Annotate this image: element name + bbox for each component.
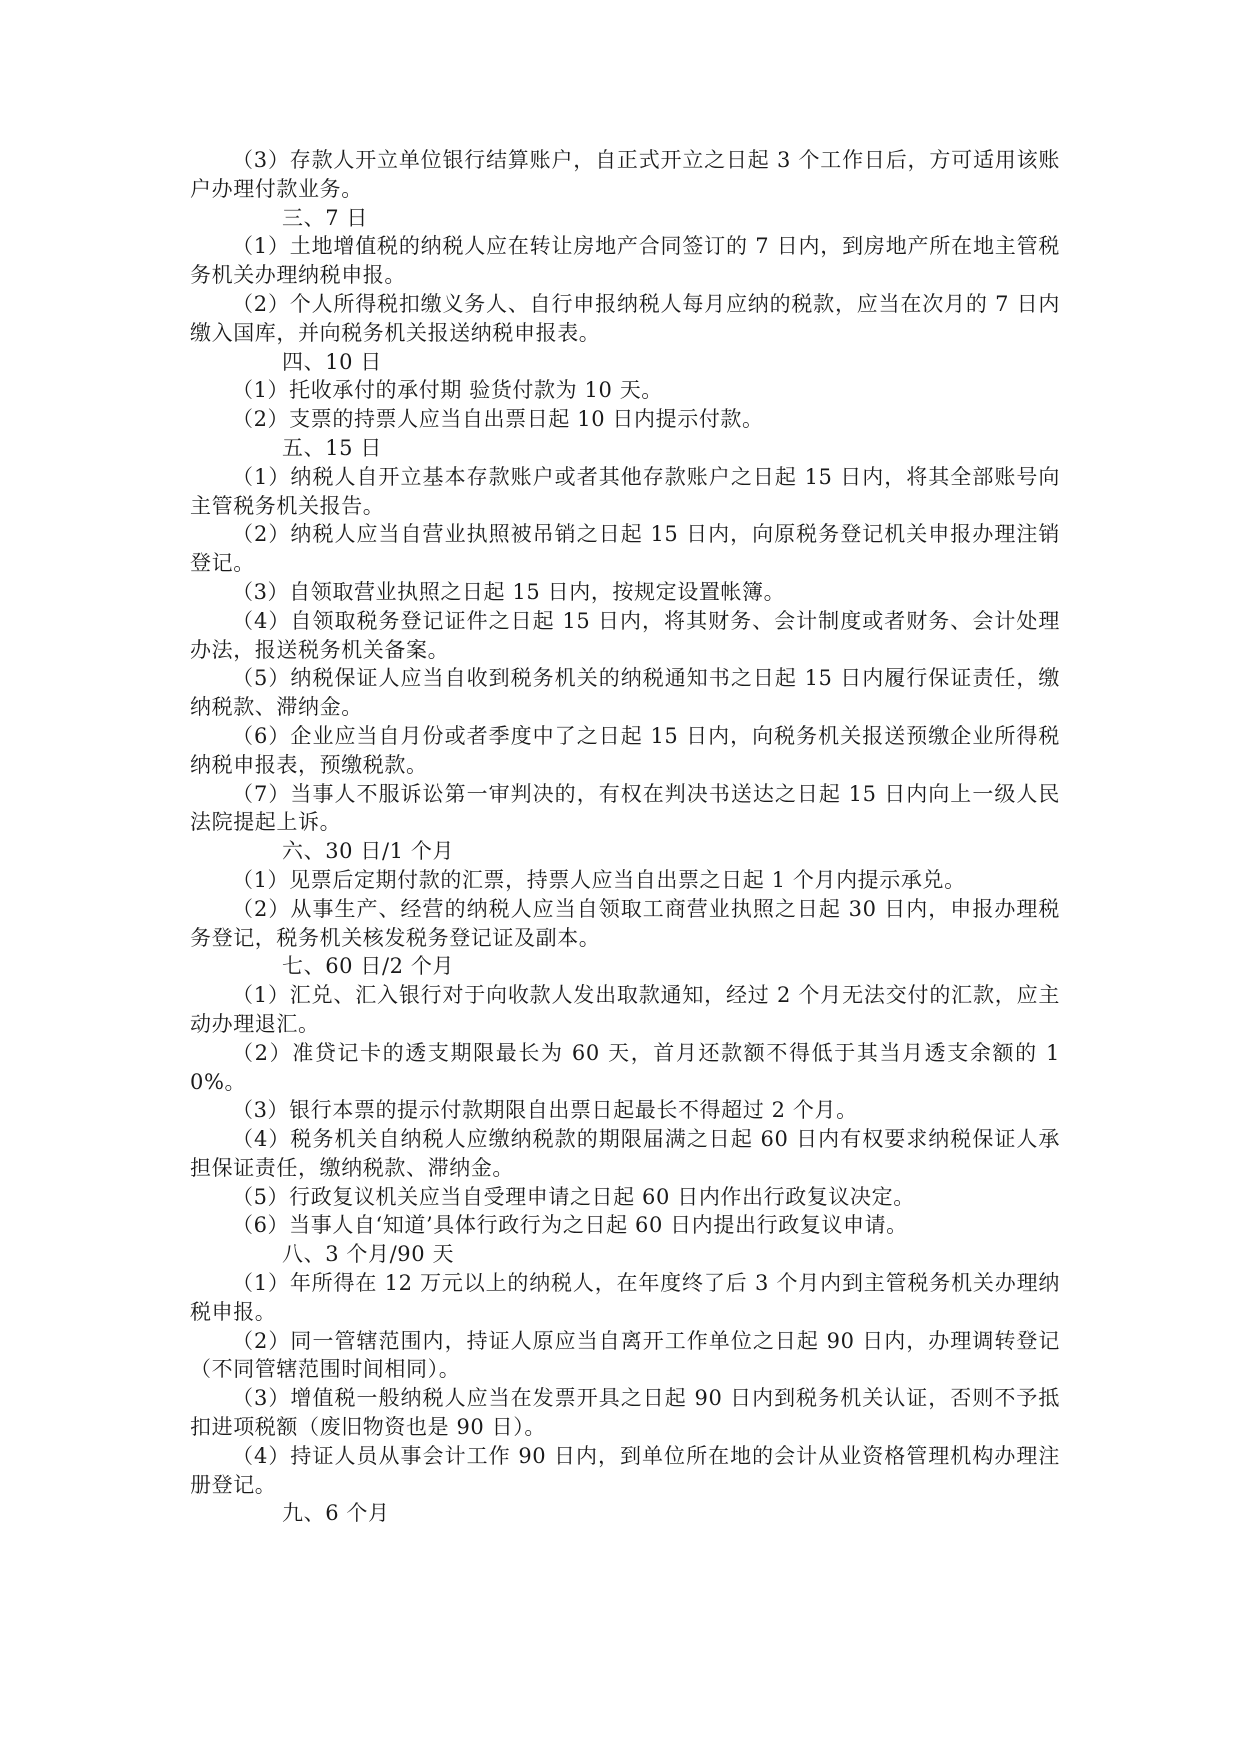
paragraph-90-days-2: （2）同一管辖范围内，持证人原应当自离开工作单位之日起 90 日内，办理调转登记（不同管辖范围时间相同）。 [190, 1328, 1060, 1382]
paragraph-7-days-1: （1）土地增值税的纳税人应在转让房地产合同签订的 7 日内，到房地产所在地主管税务机关办理纳税申报。 [190, 234, 1060, 288]
paragraph-30-days-2: （2）从事生产、经营的纳税人应当自领取工商营业执照之日起 30 日内，申报办理税务登记，税务机关核发税务登记证及副本。 [190, 896, 1060, 950]
section-heading-60-days: 七、60 日/2 个月 [282, 954, 455, 979]
paragraph-deposit-3: （3）存款人开立单位银行结算账户，自正式开立之日起 3 个工作日后，方可适用该账户办理付款业务。 [190, 148, 1060, 201]
paragraph-90-days-3: （3）增值税一般纳税人应当在发票开具之日起 90 日内到税务机关认证，否则不予抵扣进项税额（废旧物资也是 90 日）。 [190, 1386, 1060, 1440]
paragraph-90-days-1: （1）年所得在 12 万元以上的纳税人，在年度终了后 3 个月内到主管税务机关办理纳税申报。 [190, 1271, 1060, 1324]
paragraph-60-days-1: （1）汇兑、汇入银行对于向收款人发出取款通知，经过 2 个月无法交付的汇款，应主动办理退汇。 [190, 983, 1060, 1036]
section-heading-30-days: 六、30 日/1 个月 [282, 839, 455, 864]
paragraph-15-days-1: （1）纳税人自开立基本存款账户或者其他存款账户之日起 15 日内，将其全部账号向主管税务机关报告。 [190, 464, 1060, 518]
section-heading-10-days: 四、10 日 [282, 349, 382, 374]
paragraph-15-days-2: （2）纳税人应当自营业执照被吊销之日起 15 日内，向原税务登记机关申报办理注销登记。 [190, 522, 1060, 576]
section-heading-90-days: 八、3 个月/90 天 [282, 1242, 455, 1267]
paragraph-60-days-4: （4）税务机关自纳税人应缴纳税款的期限届满之日起 60 日内有权要求纳税保证人承担保证责任，缴纳税款、滞纳金。 [190, 1127, 1060, 1180]
paragraph-60-days-5: （5）行政复议机关应当自受理申请之日起 60 日内作出行政复议决定。 [232, 1184, 915, 1209]
paragraph-30-days-1: （1）见票后定期付款的汇票，持票人应当自出票之日起 1 个月内提示承兑。 [232, 867, 966, 892]
paragraph-15-days-7: （7）当事人不服诉讼第一审判决的，有权在判决书送达之日起 15 日内向上一级人民法院提起上诉。 [190, 781, 1060, 835]
paragraph-10-days-2: （2）支票的持票人应当自出票日起 10 日内提示付款。 [232, 407, 764, 432]
paragraph-15-days-6: （6）企业应当自月份或者季度中了之日起 15 日内，向税务机关报送预缴企业所得税纳税申报表，预缴税款。 [190, 723, 1060, 777]
section-heading-7-days: 三、7 日 [282, 205, 369, 230]
paragraph-7-days-2: （2）个人所得税扣缴义务人、自行申报纳税人每月应纳的税款，应当在次月的 7 日内缴入国库，并向税务机关报送纳税申报表。 [190, 291, 1060, 345]
paragraph-60-days-6: （6）当事人自‘知道’具体行政行为之日起 60 日内提出行政复议申请。 [232, 1213, 908, 1238]
section-heading-15-days: 五、15 日 [282, 435, 382, 460]
paragraph-15-days-5: （5）纳税保证人应当自收到税务机关的纳税通知书之日起 15 日内履行保证责任，缴纳税款、滞纳金。 [190, 666, 1060, 720]
paragraph-15-days-3: （3）自领取营业执照之日起 15 日内，按规定设置帐簿。 [232, 579, 786, 604]
paragraph-10-days-1: （1）托收承付的承付期 验货付款为 10 天。 [232, 378, 663, 403]
section-heading-6-months: 九、6 个月 [282, 1501, 390, 1526]
document-body [190, 146, 1060, 1528]
paragraph-90-days-4: （4）持证人员从事会计工作 90 日内，到单位所在地的会计从业资格管理机构办理注册登记。 [190, 1443, 1060, 1497]
paragraph-15-days-4: （4）自领取税务登记证件之日起 15 日内，将其财务、会计制度或者财务、会计处理办法，报送税务机关备案。 [190, 608, 1060, 662]
paragraph-60-days-2: （2）准贷记卡的透支期限最长为 60 天，首月还款额不得低于其当月透支余额的 10%。 [190, 1040, 1060, 1094]
paragraph-60-days-3: （3）银行本票的提示付款期限自出票日起最长不得超过 2 个月。 [232, 1098, 858, 1123]
